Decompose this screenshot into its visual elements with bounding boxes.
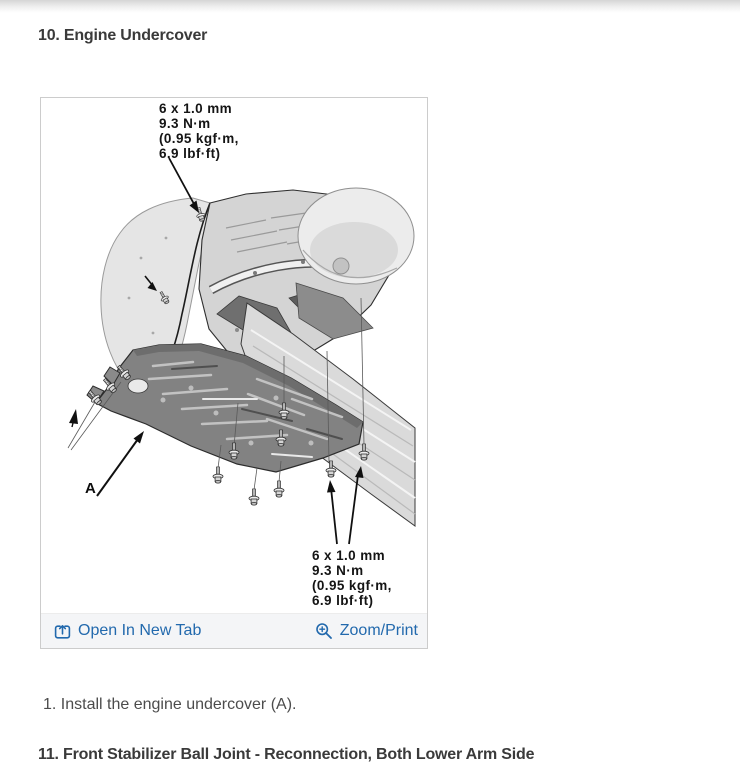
section-heading-11: 11. Front Stabilizer Ball Joint - Reconnection, Both Lower Arm Side [38,746,535,763]
zoom-print-label: Zoom/Print [339,622,418,639]
figure-engine-undercover [40,97,428,649]
torque-line: 9.3 N·m [312,563,364,578]
torque-note-top [159,101,239,161]
open-in-new-tab-label: Open In New Tab [78,622,202,639]
torque-line: 9.3 N·m [159,116,211,131]
torque-line: 6.9 lbf·ft) [312,593,374,608]
torque-note-bottom [312,548,392,608]
zoom-magnifier-icon [315,622,333,640]
section-heading-10: 10. Engine Undercover [38,27,208,44]
torque-line: 6.9 lbf·ft) [159,146,221,161]
toolbar-bottom-shadow [0,0,740,13]
figure-link-bar [41,613,427,648]
part-label-a: A [85,480,97,497]
torque-line: (0.95 kgf·m, [312,578,392,593]
torque-line: 6 x 1.0 mm [312,548,386,563]
open-in-new-tab-icon [54,623,71,640]
torque-line: 6 x 1.0 mm [159,101,233,116]
front-wheel-tire [298,188,414,284]
zoom-print-link[interactable] [315,622,418,640]
engine-undercover-illustration [41,98,427,613]
step-1-text: 1. Install the engine undercover (A). [43,696,297,713]
undercover-diagram-art [41,98,427,613]
open-in-new-tab-link[interactable] [54,622,201,640]
torque-line: (0.95 kgf·m, [159,131,239,146]
